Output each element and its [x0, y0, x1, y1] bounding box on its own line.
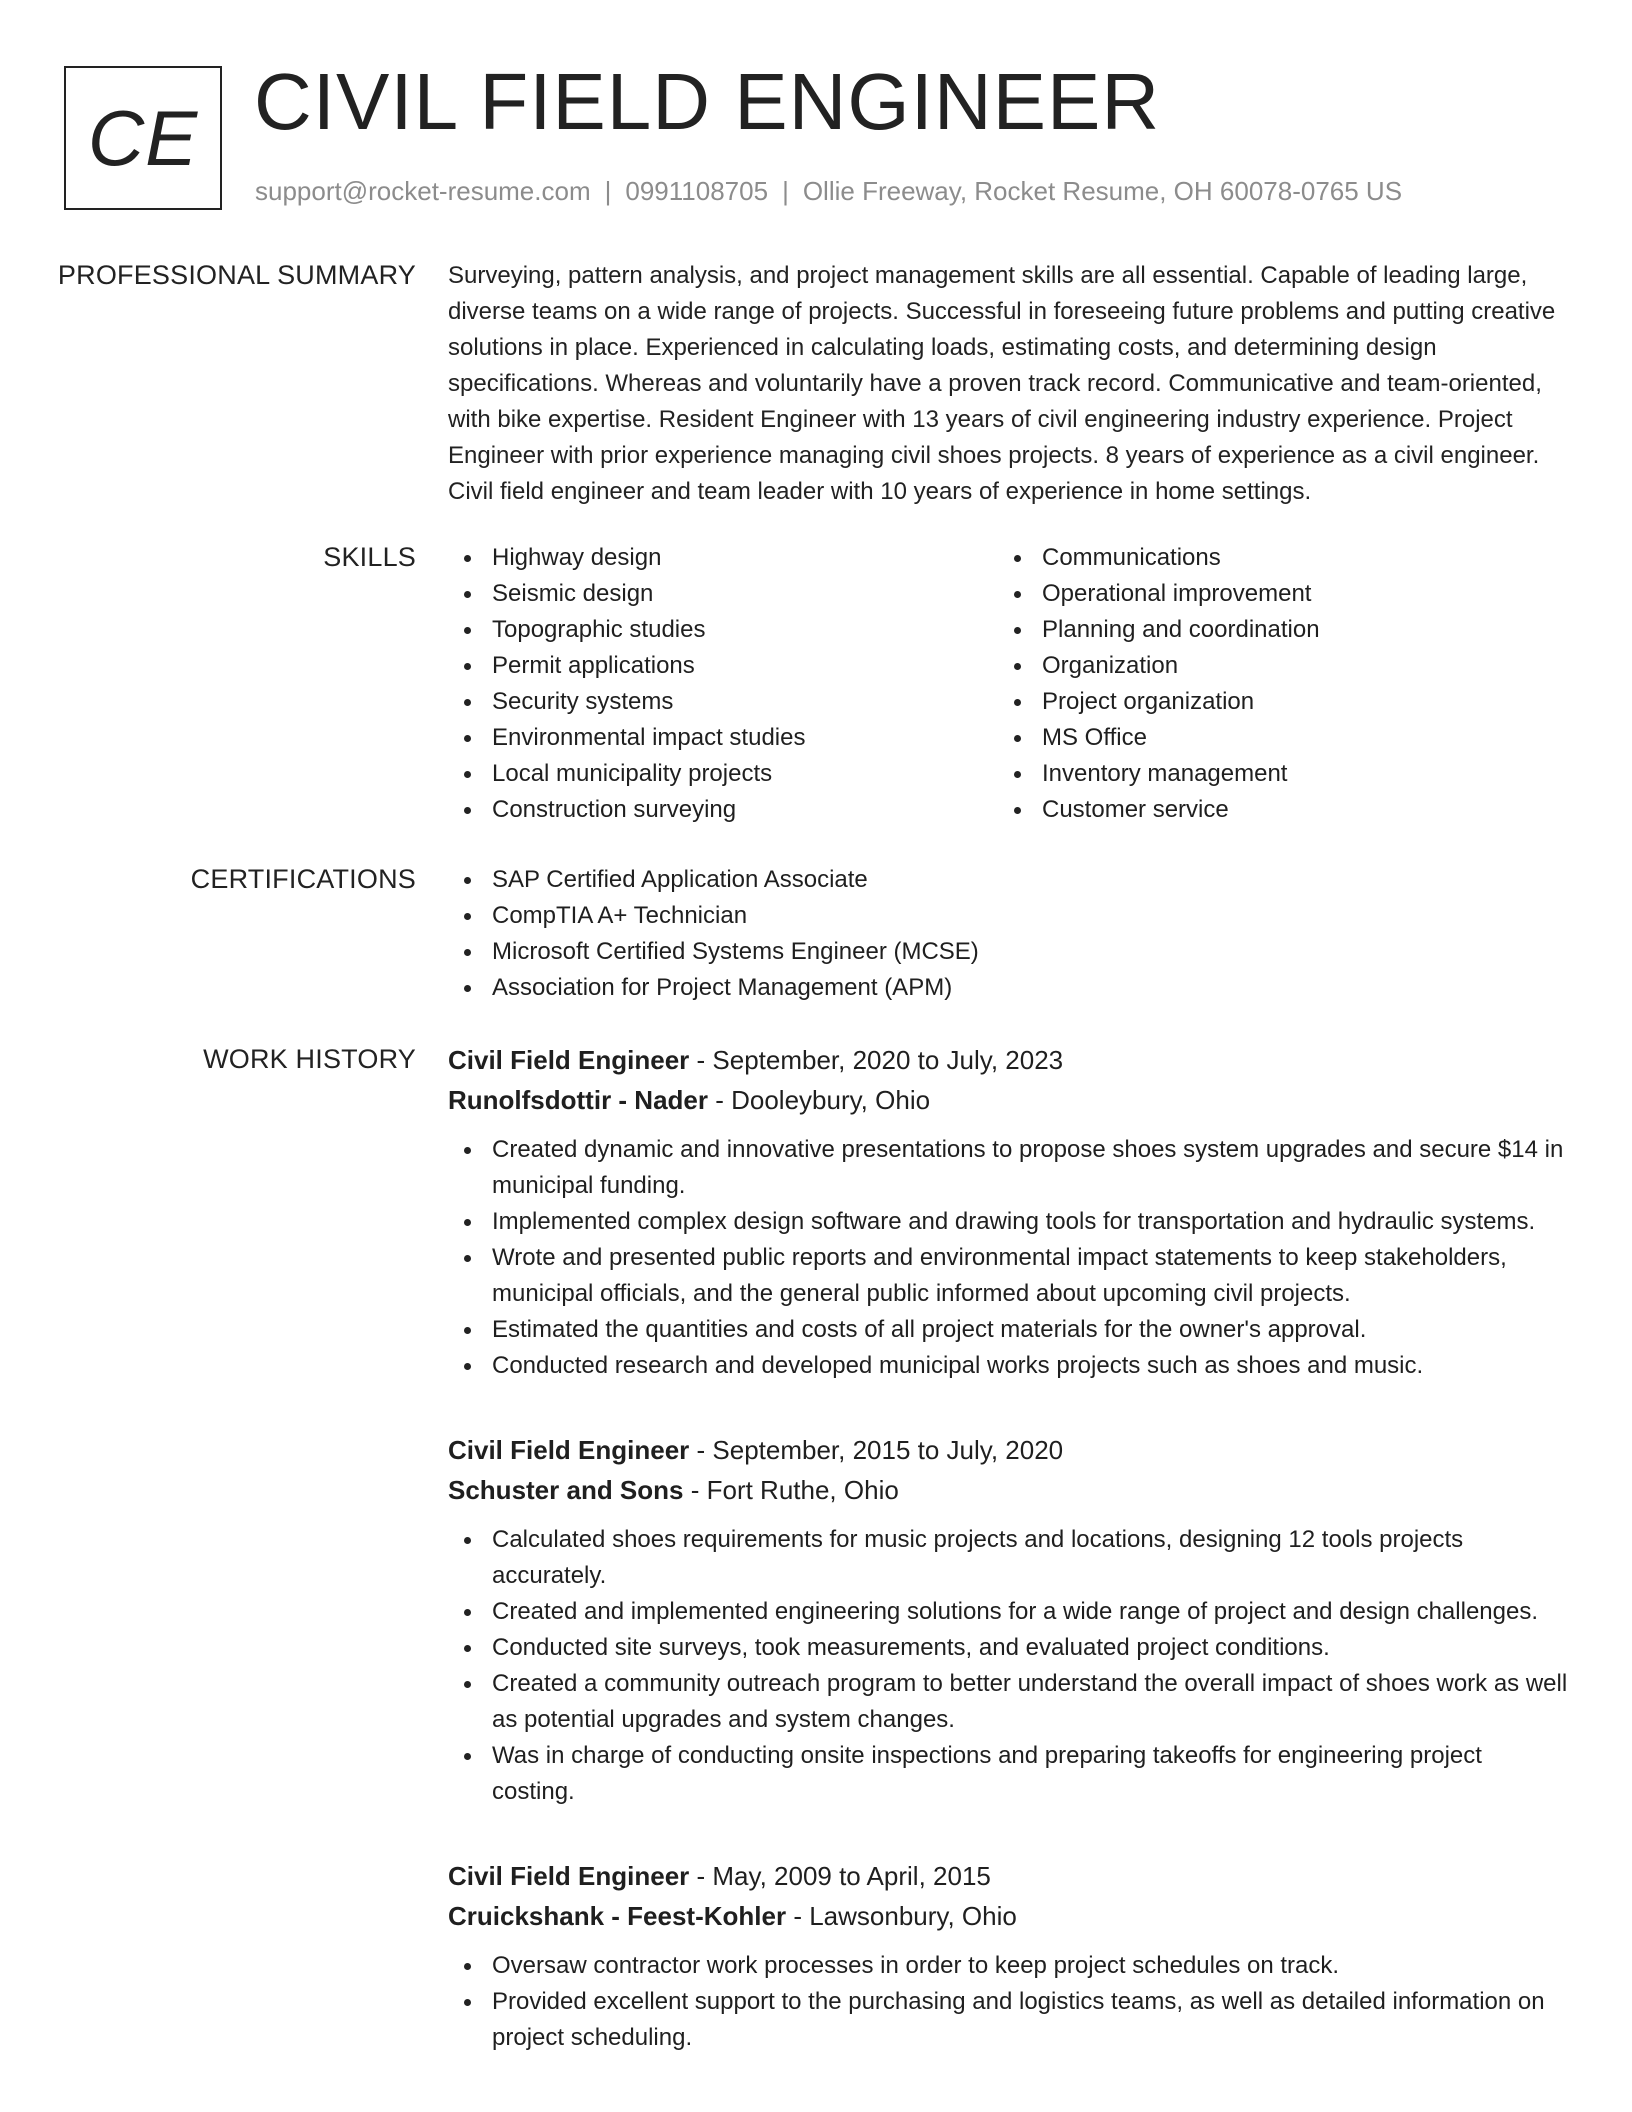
job-company-line — [448, 1470, 1568, 1510]
job-dates: - May, 2009 to April, 2015 — [689, 1861, 991, 1891]
job-company: Runolfsdottir - Nader — [448, 1085, 708, 1115]
list-item: Microsoft Certified Systems Engineer (MCSE) — [448, 934, 1568, 970]
list-item: Association for Project Management (APM) — [448, 970, 1568, 1006]
list-item: Construction surveying — [448, 792, 998, 828]
list-item: Conducted site surveys, took measurements, and evaluated project conditions. — [448, 1630, 1568, 1666]
work-history-heading: WORK HISTORY — [203, 1044, 416, 1074]
job-role: Civil Field Engineer — [448, 1861, 690, 1891]
contact-phone[interactable]: 0991108705 — [625, 176, 769, 206]
list-item: Estimated the quantities and costs of all project materials for the owner's approval. — [448, 1312, 1568, 1348]
list-item: Local municipality projects — [448, 756, 998, 792]
job-company-line — [448, 1896, 1568, 1936]
list-item: Project organization — [998, 684, 1548, 720]
list-item: Calculated shoes requirements for music projects and locations, designing 12 tools projects accurately. — [448, 1522, 1568, 1594]
list-item: Customer service — [998, 792, 1548, 828]
list-item: Operational improvement — [998, 576, 1548, 612]
contact-line — [255, 176, 1402, 207]
list-item: Created and implemented engineering solutions for a wide range of project and design challenges. — [448, 1594, 1568, 1630]
summary-heading: PROFESSIONAL SUMMARY — [57, 260, 416, 290]
job-bullets — [448, 1948, 1568, 2056]
certifications-heading: CERTIFICATIONS — [190, 864, 416, 894]
job-role: Civil Field Engineer — [448, 1435, 690, 1465]
list-item: Security systems — [448, 684, 998, 720]
skills-list-left — [448, 540, 998, 828]
job-location: - Lawsonbury, Ohio — [786, 1901, 1017, 1931]
list-item: Was in charge of conducting onsite inspections and preparing takeoffs for engineering project costing. — [448, 1738, 1568, 1810]
list-item: Oversaw contractor work processes in order to keep project schedules on track. — [448, 1948, 1568, 1984]
list-item: Seismic design — [448, 576, 998, 612]
contact-address: Ollie Freeway, Rocket Resume, OH 60078-0765 US — [802, 176, 1403, 206]
list-item: Environmental impact studies — [448, 720, 998, 756]
job-bullets — [448, 1132, 1568, 1384]
job-role-line — [448, 1430, 1568, 1470]
job-company: Cruickshank - Feest-Kohler — [448, 1901, 787, 1931]
job-role-line — [448, 1856, 1568, 1896]
job-entry — [448, 1040, 1568, 1384]
monogram-text: CE — [87, 93, 199, 182]
skills-heading: SKILLS — [323, 542, 416, 572]
job-entry — [448, 1856, 1568, 2056]
list-item: Permit applications — [448, 648, 998, 684]
contact-email[interactable]: support@rocket-resume.com — [255, 176, 591, 206]
skills-list-right — [998, 540, 1548, 828]
job-company-line — [448, 1080, 1568, 1120]
certifications-list — [448, 862, 1568, 1006]
list-item: Conducted research and developed municipal works projects such as shoes and music. — [448, 1348, 1568, 1384]
list-item: CompTIA A+ Technician — [448, 898, 1568, 934]
list-item: Created dynamic and innovative presentations to propose shoes system upgrades and secure $14 in municipal funding. — [448, 1132, 1568, 1204]
list-item: Topographic studies — [448, 612, 998, 648]
monogram-logo — [64, 66, 222, 210]
contact-separator: | — [604, 176, 612, 206]
job-location: - Fort Ruthe, Ohio — [683, 1475, 899, 1505]
job-dates: - September, 2015 to July, 2020 — [689, 1435, 1064, 1465]
list-item: Wrote and presented public reports and environmental impact statements to keep stakeholders, municipal officials, and the general public informed about upcoming civil projects. — [448, 1240, 1568, 1312]
resume-title: CIVIL FIELD ENGINEER — [254, 57, 1161, 146]
skills-columns — [448, 540, 1568, 828]
list-item: MS Office — [998, 720, 1548, 756]
list-item: Created a community outreach program to better understand the overall impact of shoes work as well as potential upgrades and system changes. — [448, 1666, 1568, 1738]
list-item: Implemented complex design software and drawing tools for transportation and hydraulic systems. — [448, 1204, 1568, 1240]
list-item: Inventory management — [998, 756, 1548, 792]
job-location: - Dooleybury, Ohio — [708, 1085, 931, 1115]
job-company: Schuster and Sons — [448, 1475, 684, 1505]
list-item: SAP Certified Application Associate — [448, 862, 1568, 898]
list-item: Organization — [998, 648, 1548, 684]
list-item: Highway design — [448, 540, 998, 576]
list-item: Planning and coordination — [998, 612, 1548, 648]
job-dates: - September, 2020 to July, 2023 — [689, 1045, 1064, 1075]
job-role: Civil Field Engineer — [448, 1045, 690, 1075]
job-role-line — [448, 1040, 1568, 1080]
job-entry — [448, 1430, 1568, 1810]
summary-text: Surveying, pattern analysis, and project management skills are all essential. Capable of leading large, diverse teams on a wide range of projects. Successful in foreseeing future problems and putting creative solutions in place. Experienced in calculating loads, estimating costs, and determining design specifications. Whereas and voluntarily have a proven track record. Communicative and team-oriented, with bike expertise. Resident Engineer with 13 years of civil engineering industry experience. Project Engineer with prior experience managing civil shoes projects. 8 years of experience as a civil engineer. Civil field engineer and team leader with 10 years of experience in home settings. — [448, 262, 1556, 505]
list-item: Communications — [998, 540, 1548, 576]
list-item: Provided excellent support to the purchasing and logistics teams, as well as detailed information on project scheduling. — [448, 1984, 1568, 2056]
work-history-list — [448, 1040, 1568, 2102]
job-bullets — [448, 1522, 1568, 1810]
contact-separator: | — [782, 176, 789, 206]
